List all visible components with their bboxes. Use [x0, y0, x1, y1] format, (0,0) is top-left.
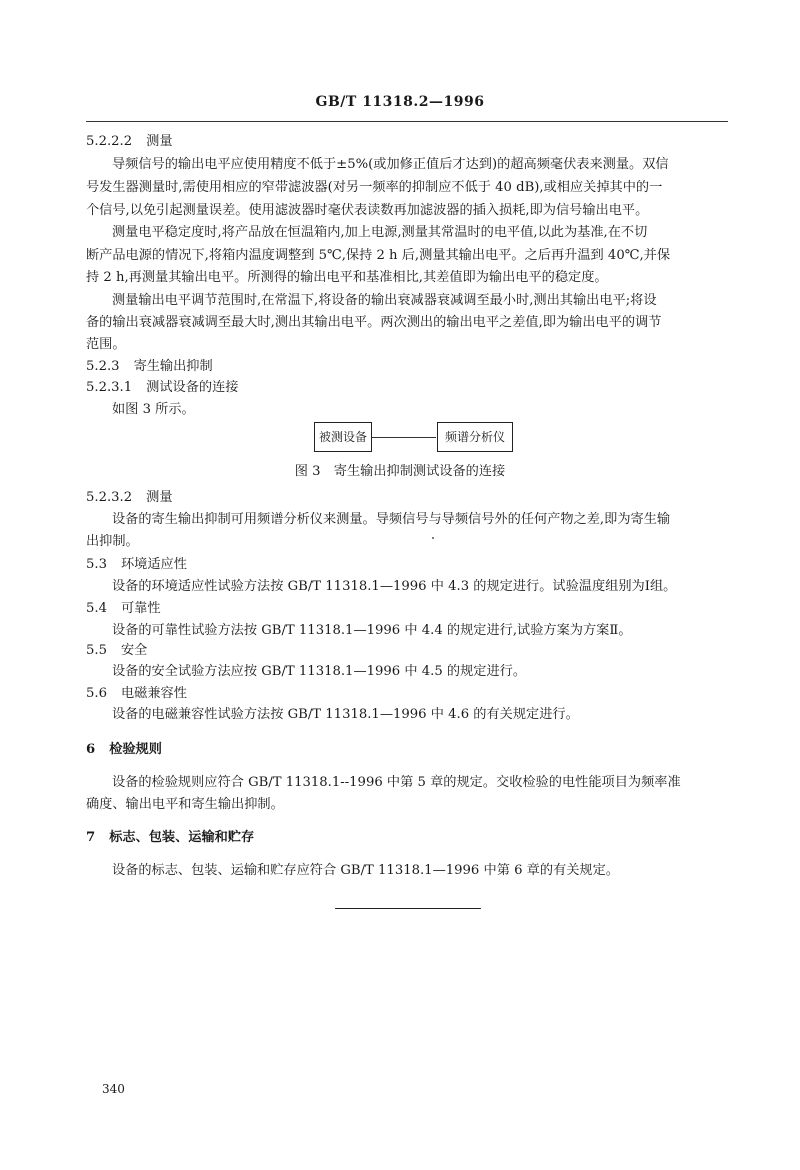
chapter-number: 6: [86, 742, 96, 757]
section-heading-5-3: [86, 555, 187, 575]
section-heading-5-2-3-2: [86, 488, 173, 508]
section-heading-5-2-2-2: [86, 132, 173, 152]
section-title: 寄生输出抑制: [133, 359, 213, 374]
paragraph-line: 设备的可靠性试验方法按 GB/T 11318.1—1996 中 4.4 的规定进行,试验方案为方案Ⅱ。: [112, 623, 632, 638]
section-title: 电磁兼容性: [120, 686, 187, 701]
chapter-heading-6: [86, 740, 162, 760]
section-number: 5.2.2.2: [86, 134, 133, 149]
section-number: 5.2.3.1: [86, 380, 133, 395]
spectrum-analyzer-box: 频谱分析仪: [437, 422, 513, 452]
paragraph-line: 如图 3 所示。: [112, 402, 195, 417]
section-title: 测量: [146, 490, 173, 505]
chapter-number: 7: [86, 830, 96, 845]
paragraph-line: 设备的安全试验方法应按 GB/T 11318.1—1996 中 4.5 的规定进行。: [112, 664, 527, 679]
paragraph-line: 测量输出电平调节范围时,在常温下,将设备的输出衰减器衰减调至最小时,测出其输出电平;将设: [112, 293, 657, 308]
paragraph-line: 断产品电源的情况下,将箱内温度调整到 5℃,保持 2 h 后,测量其输出电平。之后再升温到 40℃,并保: [86, 248, 671, 263]
connection-line: [372, 437, 436, 438]
device-under-test-box: 被测设备: [314, 422, 372, 452]
section-number: 5.3: [86, 557, 107, 572]
paragraph-line: 持 2 h,再测量其输出电平。所测得的输出电平和基准相比,其差值即为输出电平的稳定度。: [86, 270, 608, 285]
chapter-title: 检验规则: [109, 742, 162, 757]
chapter-title: 标志、包装、运输和贮存: [109, 830, 255, 845]
paragraph-line: 导频信号的输出电平应使用精度不低于±5%(或加修正值后才达到)的超高频毫伏表来测量。双信: [112, 157, 669, 172]
section-number: 5.2.3.2: [86, 490, 133, 505]
section-title: 环境适应性: [120, 557, 187, 572]
paragraph-line: 设备的标志、包装、运输和贮存应符合 GB/T 11318.1—1996 中第 6 章的有关规定。: [112, 863, 619, 878]
stray-mark: [432, 537, 434, 539]
end-of-document-rule: [335, 908, 481, 909]
figure-caption: 图 3 寄生输出抑制测试设备的连接: [294, 464, 506, 479]
section-title: 测量: [146, 134, 173, 149]
section-number: 5.5: [86, 643, 107, 658]
section-title: 测试设备的连接: [146, 380, 239, 395]
paragraph-line: 确度、输出电平和寄生输出抑制。: [86, 797, 284, 812]
standard-code-header: GB/T 11318.2—1996: [315, 94, 485, 110]
section-heading-5-6: [86, 684, 187, 704]
section-number: 5.2.3: [86, 359, 120, 374]
section-title: 安全: [120, 643, 148, 658]
section-number: 5.4: [86, 601, 107, 616]
paragraph-line: 设备的电磁兼容性试验方法按 GB/T 11318.1—1996 中 4.6 的有关规定进行。: [112, 707, 579, 722]
paragraph-line: 测量电平稳定度时,将产品放在恒温箱内,加上电源,测量其常温时的电平值,以此为基准,在不切: [112, 225, 648, 240]
section-heading-5-2-3-1: [86, 378, 238, 398]
chapter-heading-7: [86, 828, 254, 848]
paragraph-line: 设备的检验规则应符合 GB/T 11318.1--1996 中第 5 章的规定。交收检验的电性能项目为频率准: [112, 775, 681, 790]
paragraph-line: 备的输出衰减器衰减调至最大时,测出其输出电平。两次测出的输出电平之差值,即为输出电平的调节: [86, 315, 662, 330]
section-number: 5.6: [86, 686, 107, 701]
header-rule: [86, 121, 728, 122]
paragraph-line: 号发生器测量时,需使用相应的窄带滤波器(对另一频率的抑制应不低于 40 dB),或相应关掉其中的一: [86, 180, 663, 195]
page-number: 340: [102, 1082, 125, 1096]
section-heading-5-2-3: [86, 357, 213, 377]
paragraph-line: 个信号,以免引起测量误差。使用滤波器时毫伏表读数再加滤波器的插入损耗,即为信号输出电平。: [86, 203, 649, 218]
paragraph-line: 范围。: [86, 337, 126, 352]
paragraph-line: 出抑制。: [86, 534, 139, 549]
section-title: 可靠性: [120, 601, 161, 616]
paragraph-line: 设备的环境适应性试验方法按 GB/T 11318.1—1996 中 4.3 的规定进行。试验温度组别为Ⅰ组。: [112, 579, 677, 594]
section-heading-5-4: [86, 599, 161, 619]
section-heading-5-5: [86, 641, 147, 661]
paragraph-line: 设备的寄生输出抑制可用频谱分析仪来测量。导频信号与导频信号外的任何产物之差,即为寄生输: [112, 512, 671, 527]
